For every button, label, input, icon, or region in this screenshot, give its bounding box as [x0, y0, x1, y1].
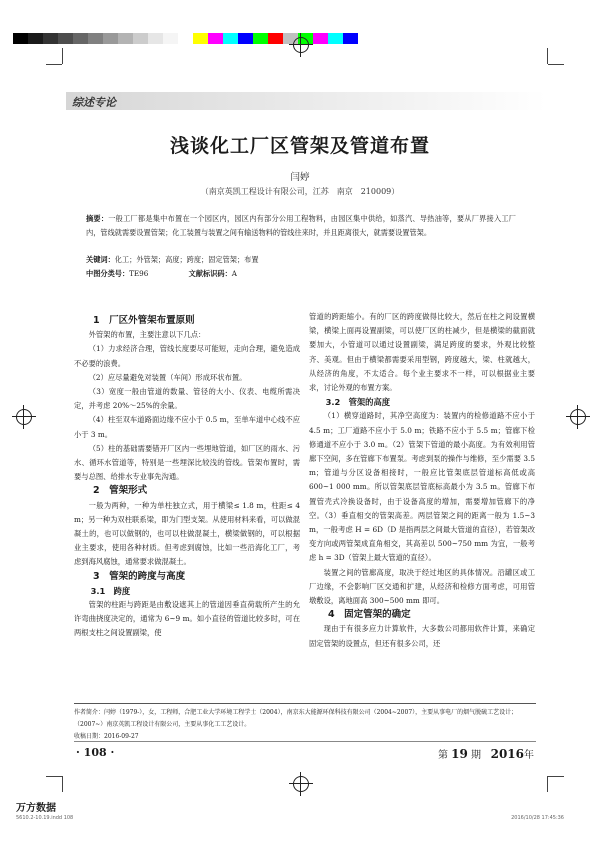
color-swatch [118, 33, 133, 44]
crop-mark [62, 48, 63, 64]
paragraph: 管道的跨距缩小。有的厂区的跨度做得比较大，然后在柱之间设置横梁，横梁上面再设置副梁，可以使厂区的柱减少，但是横梁的截面就要加大，小管道可以通过设置副梁，满足跨度的要求，外观比较整齐、美观。但由于横梁都需要采用型钢，跨度越大，梁、柱就越大，从经济的角度，不太适合。每个业主要求不一样，可以根据业主要求，讨论外观的布置方案。 [309, 312, 535, 393]
color-swatch [73, 33, 88, 44]
right-column [309, 310, 535, 651]
color-swatch [328, 33, 343, 44]
paragraph: 管架的柱距与跨距是由敷设遮其上的管道因垂直荷载所产生的允许弯曲挠度决定的，通常为 6~9 m。如小直径的管道比较多时，可在两根支柱之间设置副梁，使 [74, 600, 300, 638]
keywords-text: 化工；外管架；高度；跨度；固定管架；布置 [114, 255, 259, 264]
page-number: · 108 · [76, 746, 115, 759]
color-swatch [238, 33, 253, 44]
footer-rule [74, 741, 536, 742]
author-affiliation: （南京英凯工程设计有限公司，江苏 南京 210009） [200, 187, 400, 196]
section-heading-2: 2 管架形式 [93, 485, 148, 497]
color-swatch [133, 33, 148, 44]
keywords-label: 关键词： [86, 255, 115, 264]
color-swatch [208, 33, 223, 44]
crop-mark [62, 776, 63, 792]
section-heading-3: 3 管架的跨度与高度 [93, 570, 186, 582]
paragraph: （4）柱至双车道路面边缘不应小于 0.5 m，至单车道中心线不应小于 3 m。 [74, 415, 300, 439]
docid-label: 文献标识码： [188, 269, 232, 278]
paragraph: （5）柱的基础需要错开厂区内一些埋地管道，如厂区的雨水、污水、循环水管道等，特别是一些埋深比较浅的管线。管架布置时，需要与总图、给排水专业事先沟通。 [74, 443, 300, 482]
color-swatch [148, 33, 163, 44]
year: 2016 [490, 747, 524, 761]
color-swatch [103, 33, 118, 44]
footnote-rule [74, 703, 536, 704]
section-heading-4: 4 固定管架的确定 [328, 609, 411, 621]
subsection-heading-3-2: 3.2 管架的高度 [325, 397, 391, 408]
paragraph: 装置之间的管廊高度，取决于经过地区的具体情况。沿罐区或工厂边缘，不会影响厂区交通和扩建，从经济和检修方面考虑，可用管墩敷设，离地面高 300~500 mm 即可。 [309, 567, 535, 606]
section-label: 综述专论 [72, 96, 116, 109]
color-swatch [223, 33, 238, 44]
issue-prefix: 第 [437, 750, 448, 761]
class-label: 中图分类号： [86, 269, 130, 278]
color-swatch [13, 33, 28, 44]
section-header-band [66, 92, 546, 110]
crop-mark [547, 776, 548, 792]
paragraph: 一般为两种，一种为单柱独立式，用于横梁≤ 1.8 m，柱距≤ 4 m；另一种为双柱联系梁，即为门型支架。从使用材料来看，可以做混凝土的，也可以做钢的，也可以柱做混凝土，横梁做钢的，可以根据业主要求，使用各种材质。但考虑到腐蚀，比如一些沿海化工厂，考虑到海风腐蚀，通常要求做混凝土。 [74, 500, 300, 567]
registration-mark-right [570, 409, 586, 425]
color-swatch [268, 33, 283, 44]
color-swatch [58, 33, 73, 44]
issue-info [438, 746, 534, 761]
crop-mark [548, 776, 564, 777]
paragraph: 外管架的布置，主要注意以下几点： [88, 330, 206, 340]
article-title: 浅谈化工厂区管架及管道布置 [169, 135, 430, 157]
color-swatch [28, 33, 43, 44]
color-swatch [163, 33, 178, 44]
color-swatch [88, 33, 103, 44]
keywords [86, 255, 516, 265]
abstract-text: 一般工厂都是集中布置在一个园区内，园区内有部分公用工程物料，由园区集中供给，如蒸汽、导热油等，要从厂界接入工厂内，管线就需要设置管架；化工装置与装置之间有输送物料的管线往来时，并且距离很大，就需要设置管架。 [86, 214, 516, 237]
crop-mark [46, 776, 62, 777]
paragraph: （2）应尽量避免对装置（车间）形成环状布置。 [88, 372, 247, 382]
left-column [74, 310, 300, 641]
registration-mark-left [16, 409, 32, 425]
color-swatch [343, 33, 358, 44]
class-value: TE96 [129, 269, 149, 278]
color-swatch [43, 33, 58, 44]
issue-suffix: 期 [471, 750, 482, 761]
wanfang-watermark: 万方数据 [16, 803, 56, 814]
crop-mark [547, 48, 548, 64]
author-info: 作者简介：闫婷（1979-），女，工程师，合肥工业大学环境工程学士（2004），南京东大能源环保科技有限公司（2004~2007），主要从事电厂的烟气脱硫工艺设计；（2007~）南京英凯工程设计有限公司，主要从事化工工艺设计。 [74, 709, 518, 728]
paragraph: （1）力求经济合理，管线长度要尽可能短，走向合理，避免造成不必要的浪费。 [74, 344, 300, 368]
color-swatch [313, 33, 328, 44]
print-slug-timestamp: 2016/10/28 17:45:36 [511, 815, 564, 821]
color-swatch [193, 33, 208, 44]
footnote [74, 707, 536, 743]
paragraph: 现由于有很多应力计算软件，大多数公司都用软件计算，来确定固定管架的设置点，但还有很多公司，还 [309, 624, 535, 648]
issue-number: 19 [451, 747, 468, 761]
paragraph: （1）横穿道路时，其净空高度为：装置内的检修道路不应小于 4.5 m；工厂道路不应小于 5.0 m；铁路不应小于 5.5 m；管廊下检修通道不应小于 3.0 m。（2）管架下管道的最小高度。为有效利用管廊下空间，多在管廊下布置泵。考虑到泵的操作与维修，至少需要 3.5 m；管道与分区设备相接时，一般应比管架底层管道标高低或高 600~1 000 mm。所以管架底层管底标高最小为 3.5 m。管廊下布置管壳式冷换设备时，由于设备高度的增加，需要增加管廊下的净空。（3）垂直相交的管架高差。两层管架之间的距离一般为 1.5~3 m，一般考虑 H = 6D（D 是指两层之间最大管道的直径），若管架改变方向或两管架成直角相交，其高差以 500~750 mm 为宜，一般考虑 h = 3D（管架上最大管道的直径）。 [309, 411, 535, 563]
subsection-heading-3-1: 3.1 跨度 [90, 585, 131, 596]
abstract [86, 212, 516, 239]
print-slug-file: 5610.2-10.19.indd 108 [16, 815, 74, 821]
registration-mark-top [293, 37, 309, 53]
classification-line [86, 269, 237, 279]
docid-value: A [231, 269, 237, 278]
crop-mark [548, 64, 564, 65]
received-date: 收稿日期：2016-09-27 [74, 733, 139, 740]
abstract-label: 摘要： [86, 214, 109, 223]
registration-mark-bottom [293, 776, 309, 792]
crop-mark [46, 64, 62, 65]
author-name: 闫婷 [290, 172, 310, 183]
section-heading-1: 1 厂区外管架布置原则 [93, 315, 195, 326]
paragraph: （3）宽度一般由管道的数量、管径的大小、仪表、电缆所需决定，并考虑 20%～25%的余量。 [74, 387, 300, 411]
year-suffix: 年 [524, 750, 534, 761]
color-swatch [178, 33, 193, 44]
color-swatch [253, 33, 268, 44]
